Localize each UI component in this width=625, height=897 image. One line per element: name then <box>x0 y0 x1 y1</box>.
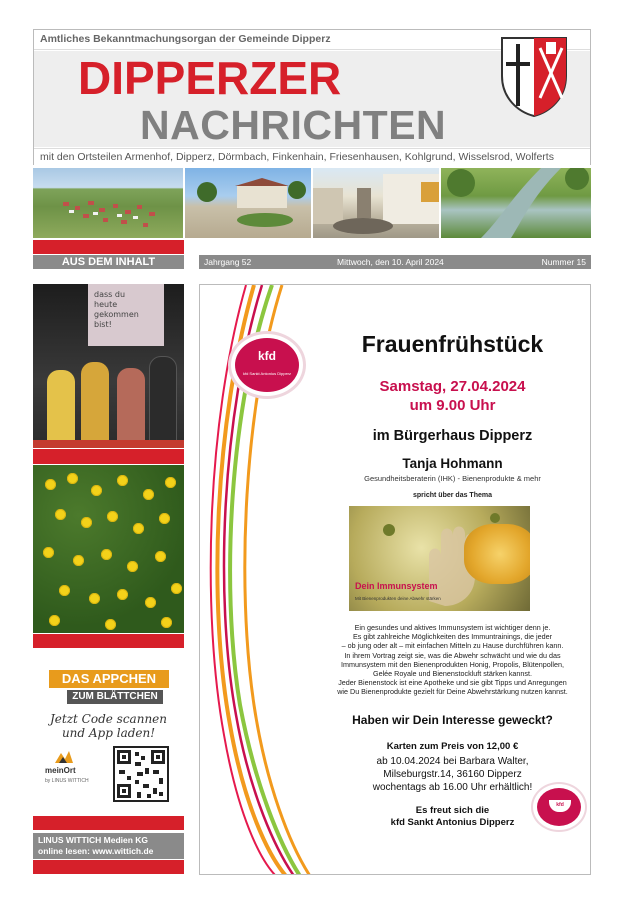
event-place: im Bürgerhaus Dipperz <box>372 428 533 444</box>
kfd-cup-logo <box>531 782 587 832</box>
flower <box>101 549 112 560</box>
description-line: Jeder Bienenstock ist eine Apotheke und sie gibt Tipps und Anregungen <box>338 678 567 688</box>
topline-text: Amtliches Bekanntmachungsorgan der Gemeinde Dipperz <box>40 33 331 45</box>
speaker-role: Gesundheitsberaterin (IHK) - Bienenprodukte & mehr <box>364 474 541 483</box>
title-red: DIPPERZER <box>78 52 342 104</box>
kfd-logo-text: kfd <box>258 349 276 363</box>
flower <box>45 479 56 490</box>
event-date-line-2: um 9.00 Uhr <box>409 397 496 414</box>
title-grey: NACHRICHTEN <box>140 102 447 148</box>
flower <box>171 583 182 594</box>
flower <box>145 597 156 608</box>
publisher-url[interactable]: online lesen: www.wittich.de <box>38 846 154 856</box>
sidebar-red-divider-4 <box>33 860 184 874</box>
ticket-info-line: ab 10.04.2024 bei Barbara Walter, <box>376 756 529 767</box>
flower <box>143 489 154 500</box>
flower <box>107 511 118 522</box>
inhalt-red-bar <box>33 240 184 254</box>
inhalt-bar <box>33 255 184 269</box>
flower <box>133 523 144 534</box>
issue-number: Nummer 15 <box>541 257 586 267</box>
flower <box>159 513 170 524</box>
flower <box>127 561 138 572</box>
description-line: wie Du Bienenprodukte gezielt für Deine Abwehrstärkung nutzen kannst. <box>337 687 568 697</box>
flower <box>73 555 84 566</box>
issue-date: Mittwoch, den 10. April 2024 <box>337 257 444 267</box>
publisher-name: LINUS WITTICH Medien KG <box>38 835 149 845</box>
subline-text: mit den Ortsteilen Armenhof, Dipperz, Dörmbach, Finkenhain, Friesenhausen, Kohlgrund, Wisselsrod, Wolferts <box>40 151 554 163</box>
image-title: Dein Immunsystem <box>355 581 438 591</box>
sidebar-photo-women <box>33 284 184 448</box>
description-line: Es gibt zahlreiche Möglichkeiten des Immuntrainings, die jeder <box>353 632 552 642</box>
person-1 <box>47 370 75 448</box>
sidebar-red-divider-1 <box>33 449 184 464</box>
description-line: Immunsystem mit den Bienenprodukten Honig, Propolis, Blütenpollen, <box>341 659 564 669</box>
immunsystem-image <box>349 506 530 611</box>
kfd-logo-inner <box>235 338 299 392</box>
photo-square <box>185 168 311 238</box>
kfd-logo-small: kfd Sankt Antonius Dipperz <box>242 371 292 376</box>
topic-intro: spricht über das Thema <box>413 492 492 499</box>
description-line: Gelée Royale und Bienenstockluft stärken kannst. <box>372 669 533 679</box>
event-advertisement <box>199 284 591 875</box>
stream-scene <box>441 168 591 238</box>
description-line: – ob jung oder alt – mit einfachen Mitteln zu Hause durchführen kann. <box>341 641 564 651</box>
app-line-2: ZUM BLÄTTCHEN <box>67 690 163 704</box>
event-date <box>320 377 585 415</box>
masthead <box>33 29 591 165</box>
flower <box>155 551 166 562</box>
person-4 <box>149 356 177 448</box>
flower <box>91 485 102 496</box>
honeycomb-image <box>464 524 530 584</box>
flower <box>43 547 54 558</box>
event-description <box>320 623 585 697</box>
screen-text: dass du heute gekommen bist! <box>94 290 139 329</box>
coat-of-arms-icon <box>500 36 568 118</box>
image-subtitle: Mit Bienenprodukten deine Abwehr stärken <box>355 596 441 601</box>
closing-line-2: kfd Sankt Antonius Dipperz <box>390 817 515 828</box>
flower <box>81 517 92 528</box>
photo-village <box>33 168 183 238</box>
village-houses <box>33 168 183 238</box>
flower <box>165 477 176 488</box>
interest-question: Haben wir Dein Interesse geweckt? <box>352 713 553 727</box>
stage-floor <box>33 440 184 448</box>
flower <box>59 585 70 596</box>
sidebar-photo-flowers <box>33 465 184 633</box>
app-line-1: DAS APPCHEN <box>49 670 169 688</box>
cup-logo-text: kfd <box>556 802 564 808</box>
event-date-line-1: Samstag, 27.04.2024 <box>379 378 526 395</box>
projection-screen <box>88 284 164 346</box>
ticket-price: Karten zum Preis von 12,00 € <box>386 741 519 752</box>
app-handwriting: Jetzt Code scannen und App laden! <box>49 712 168 740</box>
meinort-by: by LINUS WITTICH <box>45 778 89 784</box>
flower <box>49 615 60 626</box>
issue-info-bar <box>199 255 591 269</box>
flower <box>89 593 100 604</box>
ticket-info-line: Milseburgstr.14, 36160 Dipperz <box>383 769 522 780</box>
kfd-logo <box>228 331 306 399</box>
speaker-name: Tanja Hohmann <box>402 456 503 471</box>
event-title: Frauenfrühstück <box>361 331 544 357</box>
photo-stream <box>441 168 591 238</box>
flower <box>67 473 78 484</box>
description-line: In ihrem Vortrag zeigt sie, was die Abwehr schwächt und wie du das <box>344 650 561 660</box>
closing-line-1: Es freut sich die <box>415 805 490 816</box>
jahrgang: Jahrgang 52 <box>204 257 252 267</box>
flower <box>117 475 128 486</box>
sidebar-footer <box>33 833 184 859</box>
flower <box>161 617 172 628</box>
sidebar-red-divider-3 <box>33 816 184 830</box>
flower <box>105 619 116 630</box>
qr-code-icon[interactable] <box>113 746 169 802</box>
meinort-logo-icon <box>55 749 73 763</box>
ticket-info-line: wochentags ab 16.00 Uhr erhältlich! <box>372 782 533 793</box>
flower <box>55 509 66 520</box>
meinort-label: meinOrt <box>45 766 76 775</box>
inhalt-label: AUS DEM INHALT <box>61 256 156 268</box>
masthead-subline <box>34 148 590 166</box>
square-scene <box>185 168 311 238</box>
fountain-scene <box>313 168 439 238</box>
person-3 <box>117 368 145 448</box>
cup-logo-inner <box>537 788 581 826</box>
flower <box>117 589 128 600</box>
sidebar-red-divider-2 <box>33 634 184 648</box>
photo-fountain <box>313 168 439 238</box>
description-line: Ein gesundes und aktives Immunsystem ist wichtiger denn je. <box>354 623 551 632</box>
person-2 <box>81 362 109 448</box>
app-promo <box>33 650 184 808</box>
